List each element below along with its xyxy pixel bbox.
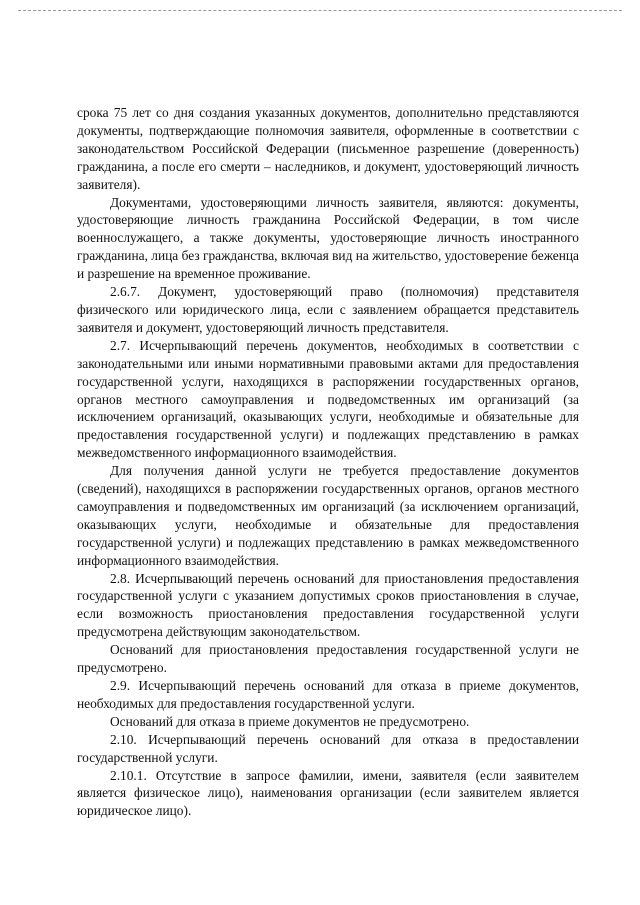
paragraph-2-6-7: 2.6.7. Документ, удостоверяющий право (полномочия) представителя физического или юридического лица, если с заявлением обращается представитель заявителя и документ, удостоверяющий личность представителя.	[77, 284, 579, 335]
document-body	[77, 104, 579, 820]
paragraph-2-10: 2.10. Исчерпывающий перечень оснований для отказа в предоставлении государственной услуги.	[77, 731, 579, 765]
paragraph-2-9: 2.9. Исчерпывающий перечень оснований для отказа в приеме документов, необходимых для предоставления государственной услуги.	[77, 678, 579, 711]
scan-top-border	[18, 10, 622, 11]
paragraph-2-8: 2.8. Исчерпывающий перечень оснований для приостановления предоставления государственной услуги с указанием допустимых сроков приостановления в случае, если возможность приостановления предоставления государственной услуги предусмотрена действующим законодательством.	[77, 570, 579, 640]
paragraph-continuation: срока 75 лет со дня создания указанных документов, дополнительно представляются документы, подтверждающие полномочия заявителя, оформленные в соответствии с законодательством Российской Федерации (письменное разрешение (доверенность) гражданина, а после его смерти – наследников, и документ, удостоверяющий личность заявителя).	[77, 105, 579, 192]
paragraph-2-10-1: 2.10.1. Отсутствие в запросе фамилии, имени, заявителя (если заявителем является физическое лицо), наименования организации (если заявителем является юридическое лицо).	[77, 767, 579, 819]
paragraph-identity-documents: Документами, удостоверяющими личность заявителя, являются: документы, удостоверяющие личность гражданина Российской Федерации, в том числе военнослужащего, а также документы, удостоверяющие личность иностранного гражданина, лица без гражданства, включая вид на жительство, удостоверение беженца и разрешение на временное проживание.	[77, 194, 579, 282]
paragraph-no-rejection-grounds: Оснований для отказа в приеме документов не предусмотрено.	[110, 713, 470, 729]
paragraph-no-documents-required: Для получения данной услуги не требуется предоставление документов (сведений), находящихся в распоряжении государственных органов, органов местного самоуправления и подведомственных им организаций (за исключением организаций, оказывающих услуги, необходимые и обязательные для предоставления государственной услуги) и подлежащих представлению в рамках межведомственного информационного взаимодействия.	[77, 463, 579, 568]
paragraph-2-7: 2.7. Исчерпывающий перечень документов, необходимых в соответствии с законодательными или иными нормативными правовыми актами для предоставления государственной услуги, находящихся в распоряжении государственных органов, органов местного самоуправления и подведомственных им организаций (за исключением организаций, оказывающих услуги, необходимые и обязательные для предоставления государственной услуги) и подлежащих представлению в рамках межведомственного информационного взаимодействия.	[77, 337, 579, 461]
paragraph-no-suspension-grounds: Оснований для приостановления предоставления государственной услуги не предусмотрено.	[77, 642, 579, 676]
